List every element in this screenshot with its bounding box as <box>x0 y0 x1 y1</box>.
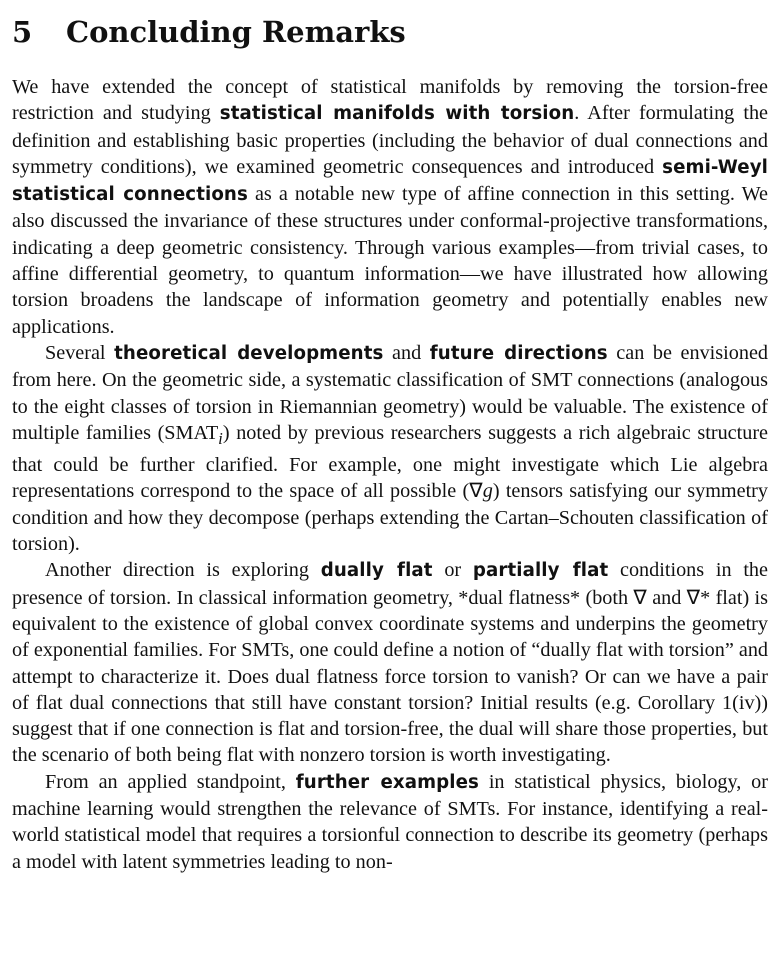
text-run: conditions in the presence of torsion. In classical information geometry, *dual flatness* (both ∇ and ∇* flat) is equivalent to the existence of global convex coordinate systems and underpins the geometry of exponential families. For SMTs, one could define a notion of “dually flat with torsion” and attempt to characterize it. Does dual flatness force torsion to vanish? Or can we have a pair of flat dual connections that still have constant torsion? Initial results (e.g. Corollary 1(iv)) suggest that if one connection is flat and torsion-free, the dual will share those properties, but the scenario of both being flat with nonzero torsion is worth investigating. <box>12 559 769 767</box>
bold-term-theoretical-developments: theoretical developments <box>114 342 384 364</box>
paper-page <box>12 12 768 875</box>
text-run: or <box>432 559 473 582</box>
text-run: From an applied standpoint, <box>45 770 296 793</box>
subscript-i: i <box>218 428 223 448</box>
math-g: g <box>482 480 493 503</box>
bold-term-further-examples: further examples <box>295 771 479 793</box>
section-heading <box>12 12 768 52</box>
text-run: Several <box>45 341 115 364</box>
bold-term-future-directions: future directions <box>429 342 608 364</box>
bold-term-partially-flat: partially flat <box>472 560 609 582</box>
text-run: and <box>383 341 430 364</box>
bold-term-dually-flat: dually flat <box>320 560 433 582</box>
text-run: ) noted by previous researchers suggests a rich algebraic structure that could be further clarified. For example, one might investigate which Lie algebra representations correspond to the space of all possible (∇ <box>12 421 769 503</box>
text-run: as a notable new type of affine connection in this setting. We also discussed the invariance of these structures under conformal-projective transformations, indicating a deep geometric consistency. Through various examples—from trivial cases, to affine differential geometry, to quantum information—we have illustrated how allowing torsion broadens the landscape of information geometry and potentially enables new applications. <box>12 183 768 338</box>
text-run: We have extended the concept of statistical manifolds by removing the torsion-free restriction and studying <box>12 76 768 125</box>
paragraph-future-directions <box>12 340 768 557</box>
text-run: can be envisioned from here. On the geometric side, a systematic classification of SMT connections (analogous to the eight classes of torsion in Riemannian geometry) would be valuable. The existence of multiple families (SMAT <box>12 341 768 444</box>
text-run: . After formulating the definition and establishing basic properties (including the behavior of dual connections and symmetry conditions), we examined geometric consequences and introduced <box>12 102 768 178</box>
bold-term-semi-weyl: semi-Weyl statistical connections <box>12 156 768 206</box>
text-run: ) tensors satisfying our symmetry condition and how they decompose (perhaps extending the Cartan–Schouten classification of torsion). <box>12 480 768 556</box>
paragraph-dual-flatness <box>12 557 768 768</box>
text-run: in statistical physics, biology, or machine learning would strengthen the relevance of SMTs. For instance, identifying a real-world statistical model that requires a torsionful connection to describe its geometry (perhaps a model with latent symmetries leading to non- <box>12 770 768 873</box>
paragraph-applications <box>12 769 768 875</box>
text-run: Another direction is exploring <box>45 559 321 582</box>
bold-term-smt: statistical manifolds with torsion <box>219 103 575 125</box>
section-number: 5 <box>12 15 33 49</box>
section-title: Concluding Remarks <box>66 15 406 49</box>
paragraph-summary <box>12 74 768 340</box>
